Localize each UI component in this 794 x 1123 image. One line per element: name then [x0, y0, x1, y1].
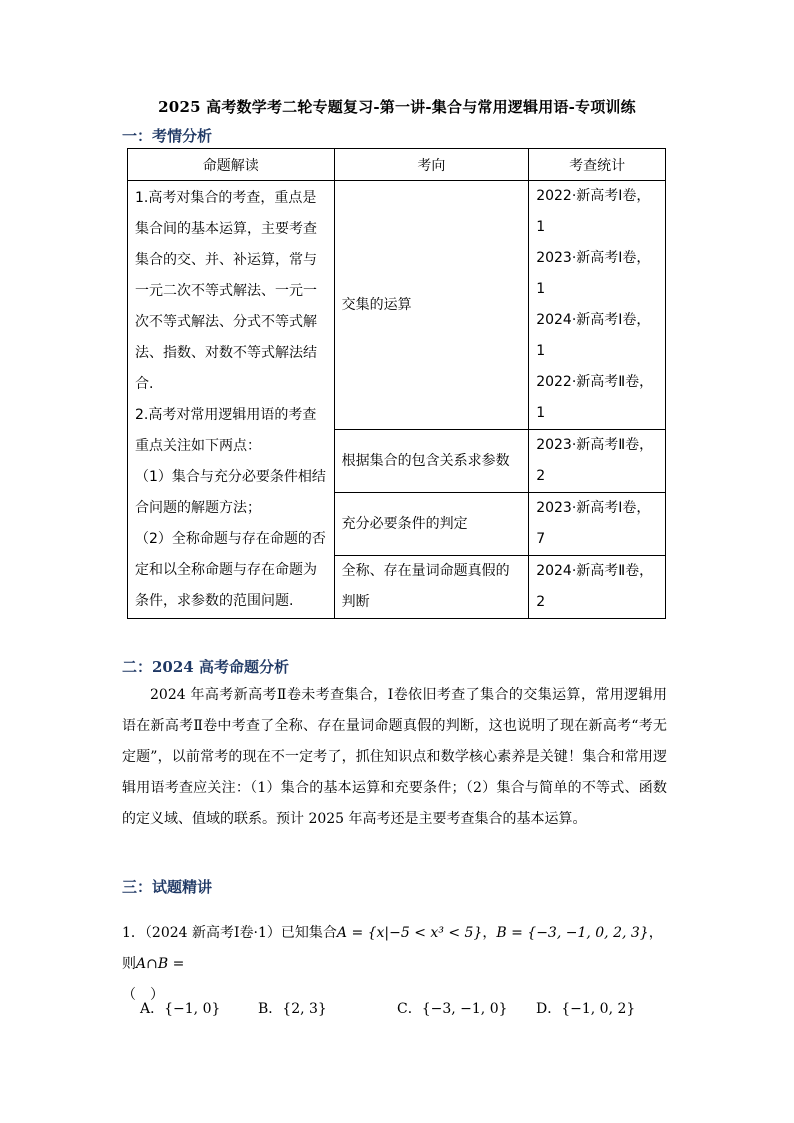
analysis-paragraph: 2024 年高考新高考Ⅱ卷未考查集合，Ⅰ卷依旧考查了集合的交集运算，常用逻辑用语在新高考Ⅱ卷中考查了全称、存在量词命题真假的判断，这也说明了现在新高考“考无定题”，以前常考的现在不一定考了，抓住知识点和数学核心素养是关键！集合和常用逻辑用语考查应关注：（1）集合的基本运算和充要条件；（2）集合与简单的不等式、函数的定义域、值域的联系。预计 2025 年高考还是主要考查集合的基本运算。 [122, 687, 667, 827]
problem-stem: 已知集合 [280, 925, 337, 941]
choice-value: {−1, 0} [164, 1001, 221, 1017]
choice-label: A． [140, 1001, 165, 1017]
statistics-cell: 2024·新高考Ⅱ卷，2 [529, 556, 666, 619]
document-title: 2025 高考数学考二轮专题复习-第一讲-集合与常用逻辑用语-专项训练 [158, 98, 636, 116]
choice-label: D． [536, 1001, 562, 1017]
table-header: 考向 [334, 149, 529, 181]
section-heading-problems: 三：试题精讲 [122, 878, 213, 896]
section-heading-analysis: 一：考情分析 [122, 127, 213, 145]
statistic-entry: 2024·新高考Ⅰ卷，1 [536, 312, 651, 359]
choice-d[interactable] [536, 998, 635, 1018]
direction-cell: 充分必要条件的判定 [334, 493, 529, 556]
separator: ， [482, 925, 497, 941]
statistic-entry: 2022·新高考Ⅰ卷，1 [536, 188, 651, 235]
choice-value: {2, 3} [282, 1001, 327, 1017]
choice-label: B． [258, 1001, 283, 1017]
choice-label: C． [397, 1001, 422, 1017]
choice-b[interactable] [258, 998, 327, 1018]
direction-cell: 根据集合的包含关系求参数 [334, 430, 529, 493]
statistics-cell: 2023·新高考Ⅰ卷，7 [529, 493, 666, 556]
set-b-definition: B = {−3, −1, 0, 2, 3} [496, 925, 649, 941]
problem-source: （2024 新高考Ⅰ卷·1） [144, 925, 281, 941]
statistic-entry: 2023·新高考Ⅰ卷，1 [536, 250, 651, 297]
choice-value: {−3, −1, 0} [421, 1001, 508, 1017]
direction-cell: 交集的运算 [334, 181, 529, 430]
table-row [128, 181, 666, 430]
choice-c[interactable] [397, 998, 508, 1018]
statistics-cell: 2023·新高考Ⅱ卷，2 [529, 430, 666, 493]
section-heading-2024-analysis: 二：2024 高考命题分析 [122, 658, 289, 676]
answer-blank: （ ） [122, 987, 164, 1003]
intersection-expression: A∩B = [136, 956, 185, 972]
set-a-definition: A = {x|−5 < x³ < 5} [336, 925, 483, 941]
statistic-entry: 2022·新高考Ⅱ卷，1 [536, 374, 654, 421]
problem-stem-tail: ，则 [122, 925, 663, 972]
analysis-table [127, 148, 666, 619]
choice-value: {−1, 0, 2} [561, 1001, 636, 1017]
problem-number: 1． [122, 925, 145, 941]
proposition-reading-cell: 1.高考对集合的考查，重点是集合间的基本运算，主要考查集合的交、并、补运算，常与一元二次不等式解法、一元一次不等式解法、分式不等式解法、指数、对数不等式解法结合. 2.高考对常用逻辑用语的考查重点关注如下两点： （1）集合与充分必要条件相结合问题的解题方法； （2）全称命题与存在命题的否定和以全称命题与存在命题为条件，求参数的范围问题. [128, 181, 335, 619]
choice-a[interactable] [140, 998, 220, 1018]
table-header: 考查统计 [529, 149, 666, 181]
direction-cell: 全称、存在量词命题真假的判断 [334, 556, 529, 619]
table-header: 命题解读 [128, 149, 335, 181]
table-header-row [128, 149, 666, 181]
statistics-cell [529, 181, 666, 430]
